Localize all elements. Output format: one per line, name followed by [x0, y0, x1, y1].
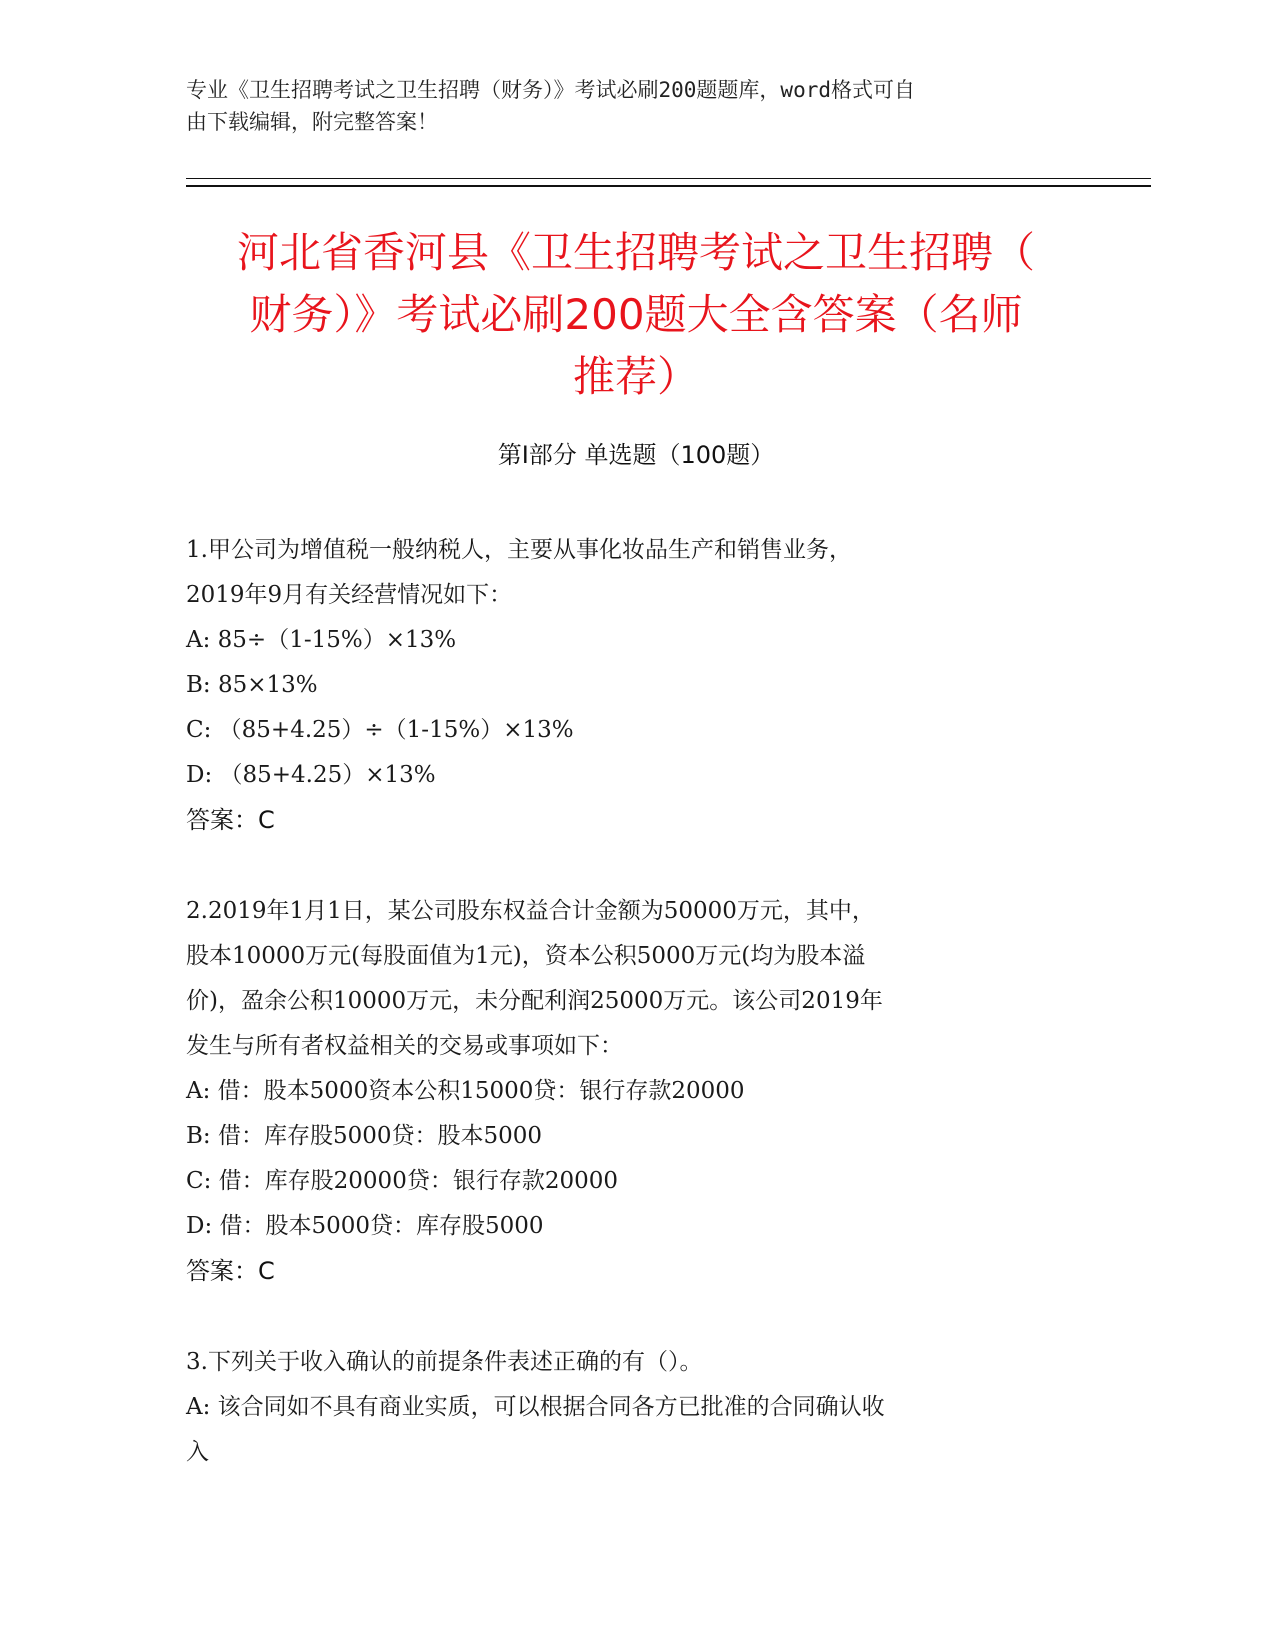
option-a: A: 85÷（1-15%）×13%	[186, 627, 457, 653]
option-d: D: （85+4.25）×13%	[186, 762, 436, 788]
question-list	[186, 528, 1086, 1521]
title-line-2: 财务）》考试必刷200题大全含答案（名师	[249, 290, 1023, 339]
question-stem-line: 发生与所有者权益相关的交易或事项如下：	[186, 1033, 623, 1059]
section-title: 第I部分 单选题（100题）	[497, 441, 775, 469]
title-line-3: 推荐）	[572, 352, 699, 401]
question-2	[186, 889, 1086, 1294]
answer: 答案：C	[186, 1257, 275, 1285]
question-stem-line: 2.2019年1月1日，某公司股东权益合计金额为50000万元，其中，	[186, 898, 875, 924]
header-note	[186, 74, 1086, 138]
question-3	[186, 1340, 1086, 1475]
option-c: C: 借：库存股20000贷：银行存款20000	[186, 1168, 618, 1194]
title-line-1: 河北省香河县《卫生招聘考试之卫生招聘（	[236, 228, 1035, 277]
header-note-line-1: 专业《卫生招聘考试之卫生招聘（财务）》考试必刷200题题库，word格式可自	[186, 78, 915, 102]
document-title	[186, 222, 1086, 408]
option-a-continued: 入	[186, 1439, 209, 1465]
option-d: D: 借：股本5000贷：库存股5000	[186, 1213, 544, 1239]
option-a: A: 借：股本5000资本公积15000贷：银行存款20000	[186, 1078, 745, 1104]
answer: 答案：C	[186, 806, 275, 834]
question-stem-line: 3.下列关于收入确认的前提条件表述正确的有（）。	[186, 1349, 703, 1375]
question-1	[186, 528, 1086, 843]
option-c: C: （85+4.25）÷（1-15%）×13%	[186, 717, 574, 743]
option-a: A: 该合同如不具有商业实质，可以根据合同各方已批准的合同确认收	[186, 1394, 885, 1420]
question-stem-line: 价)，盈余公积10000万元，未分配利润25000万元。该公司2019年	[186, 988, 883, 1014]
header-divider-thin	[186, 178, 1151, 179]
question-stem-line: 2019年9月有关经营情况如下：	[186, 582, 513, 608]
option-b: B: 借：库存股5000贷：股本5000	[186, 1123, 543, 1149]
question-stem-line: 1.甲公司为增值税一般纳税人，主要从事化妆品生产和销售业务，	[186, 537, 852, 563]
option-b: B: 85×13%	[186, 672, 318, 698]
question-stem-line: 股本10000万元(每股面值为1元)，资本公积5000万元(均为股本溢	[186, 943, 866, 969]
header-divider-thick	[186, 185, 1151, 187]
header-note-line-2: 由下载编辑，附完整答案！	[186, 110, 438, 134]
